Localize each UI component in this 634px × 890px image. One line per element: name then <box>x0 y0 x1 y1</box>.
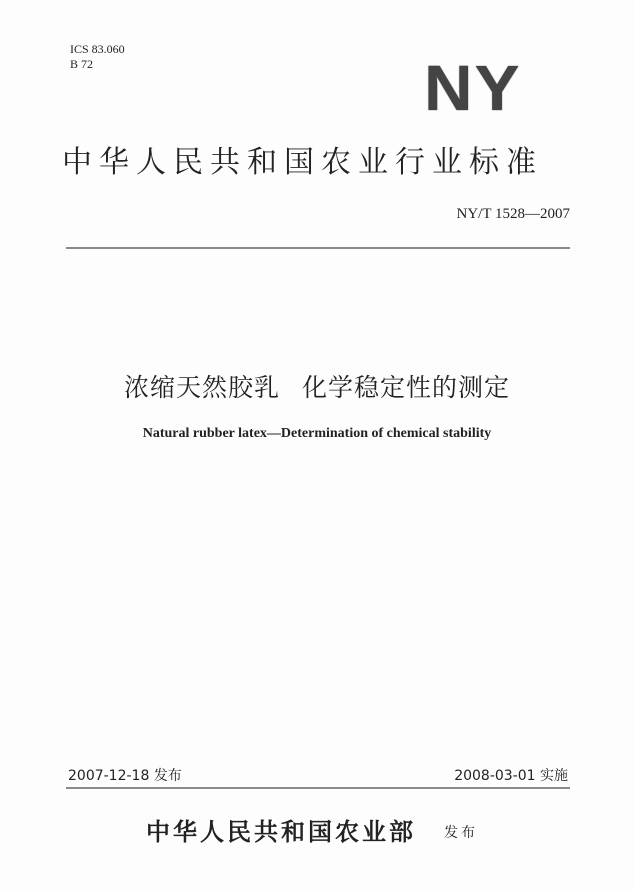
implementation-date: 2008-03-01 实施 <box>454 768 568 784</box>
ny-standard-logo: NY <box>424 52 522 124</box>
issue-label: 发布 <box>444 825 478 841</box>
ics-code: ICS 83.060 <box>70 42 125 56</box>
classification-code: B 72 <box>70 57 94 71</box>
chinese-title <box>0 368 634 404</box>
chinese-title-part2: 化学稳定性的测定 <box>302 373 511 402</box>
english-title: Natural rubber latex—Determination of chemical stability <box>142 426 492 441</box>
issuing-authority: 中华人民共和国农业部 <box>146 817 416 846</box>
chinese-title-part1: 浓缩天然胶乳 <box>123 373 280 402</box>
standard-number: NY/T 1528—2007 <box>456 206 570 222</box>
issue-date: 2007-12-18 发布 <box>68 768 182 784</box>
classification-codes <box>70 42 125 72</box>
top-divider <box>66 247 570 249</box>
bottom-divider <box>66 787 570 789</box>
standard-category-title: 中华人民共和国农业行业标准 <box>62 145 543 180</box>
